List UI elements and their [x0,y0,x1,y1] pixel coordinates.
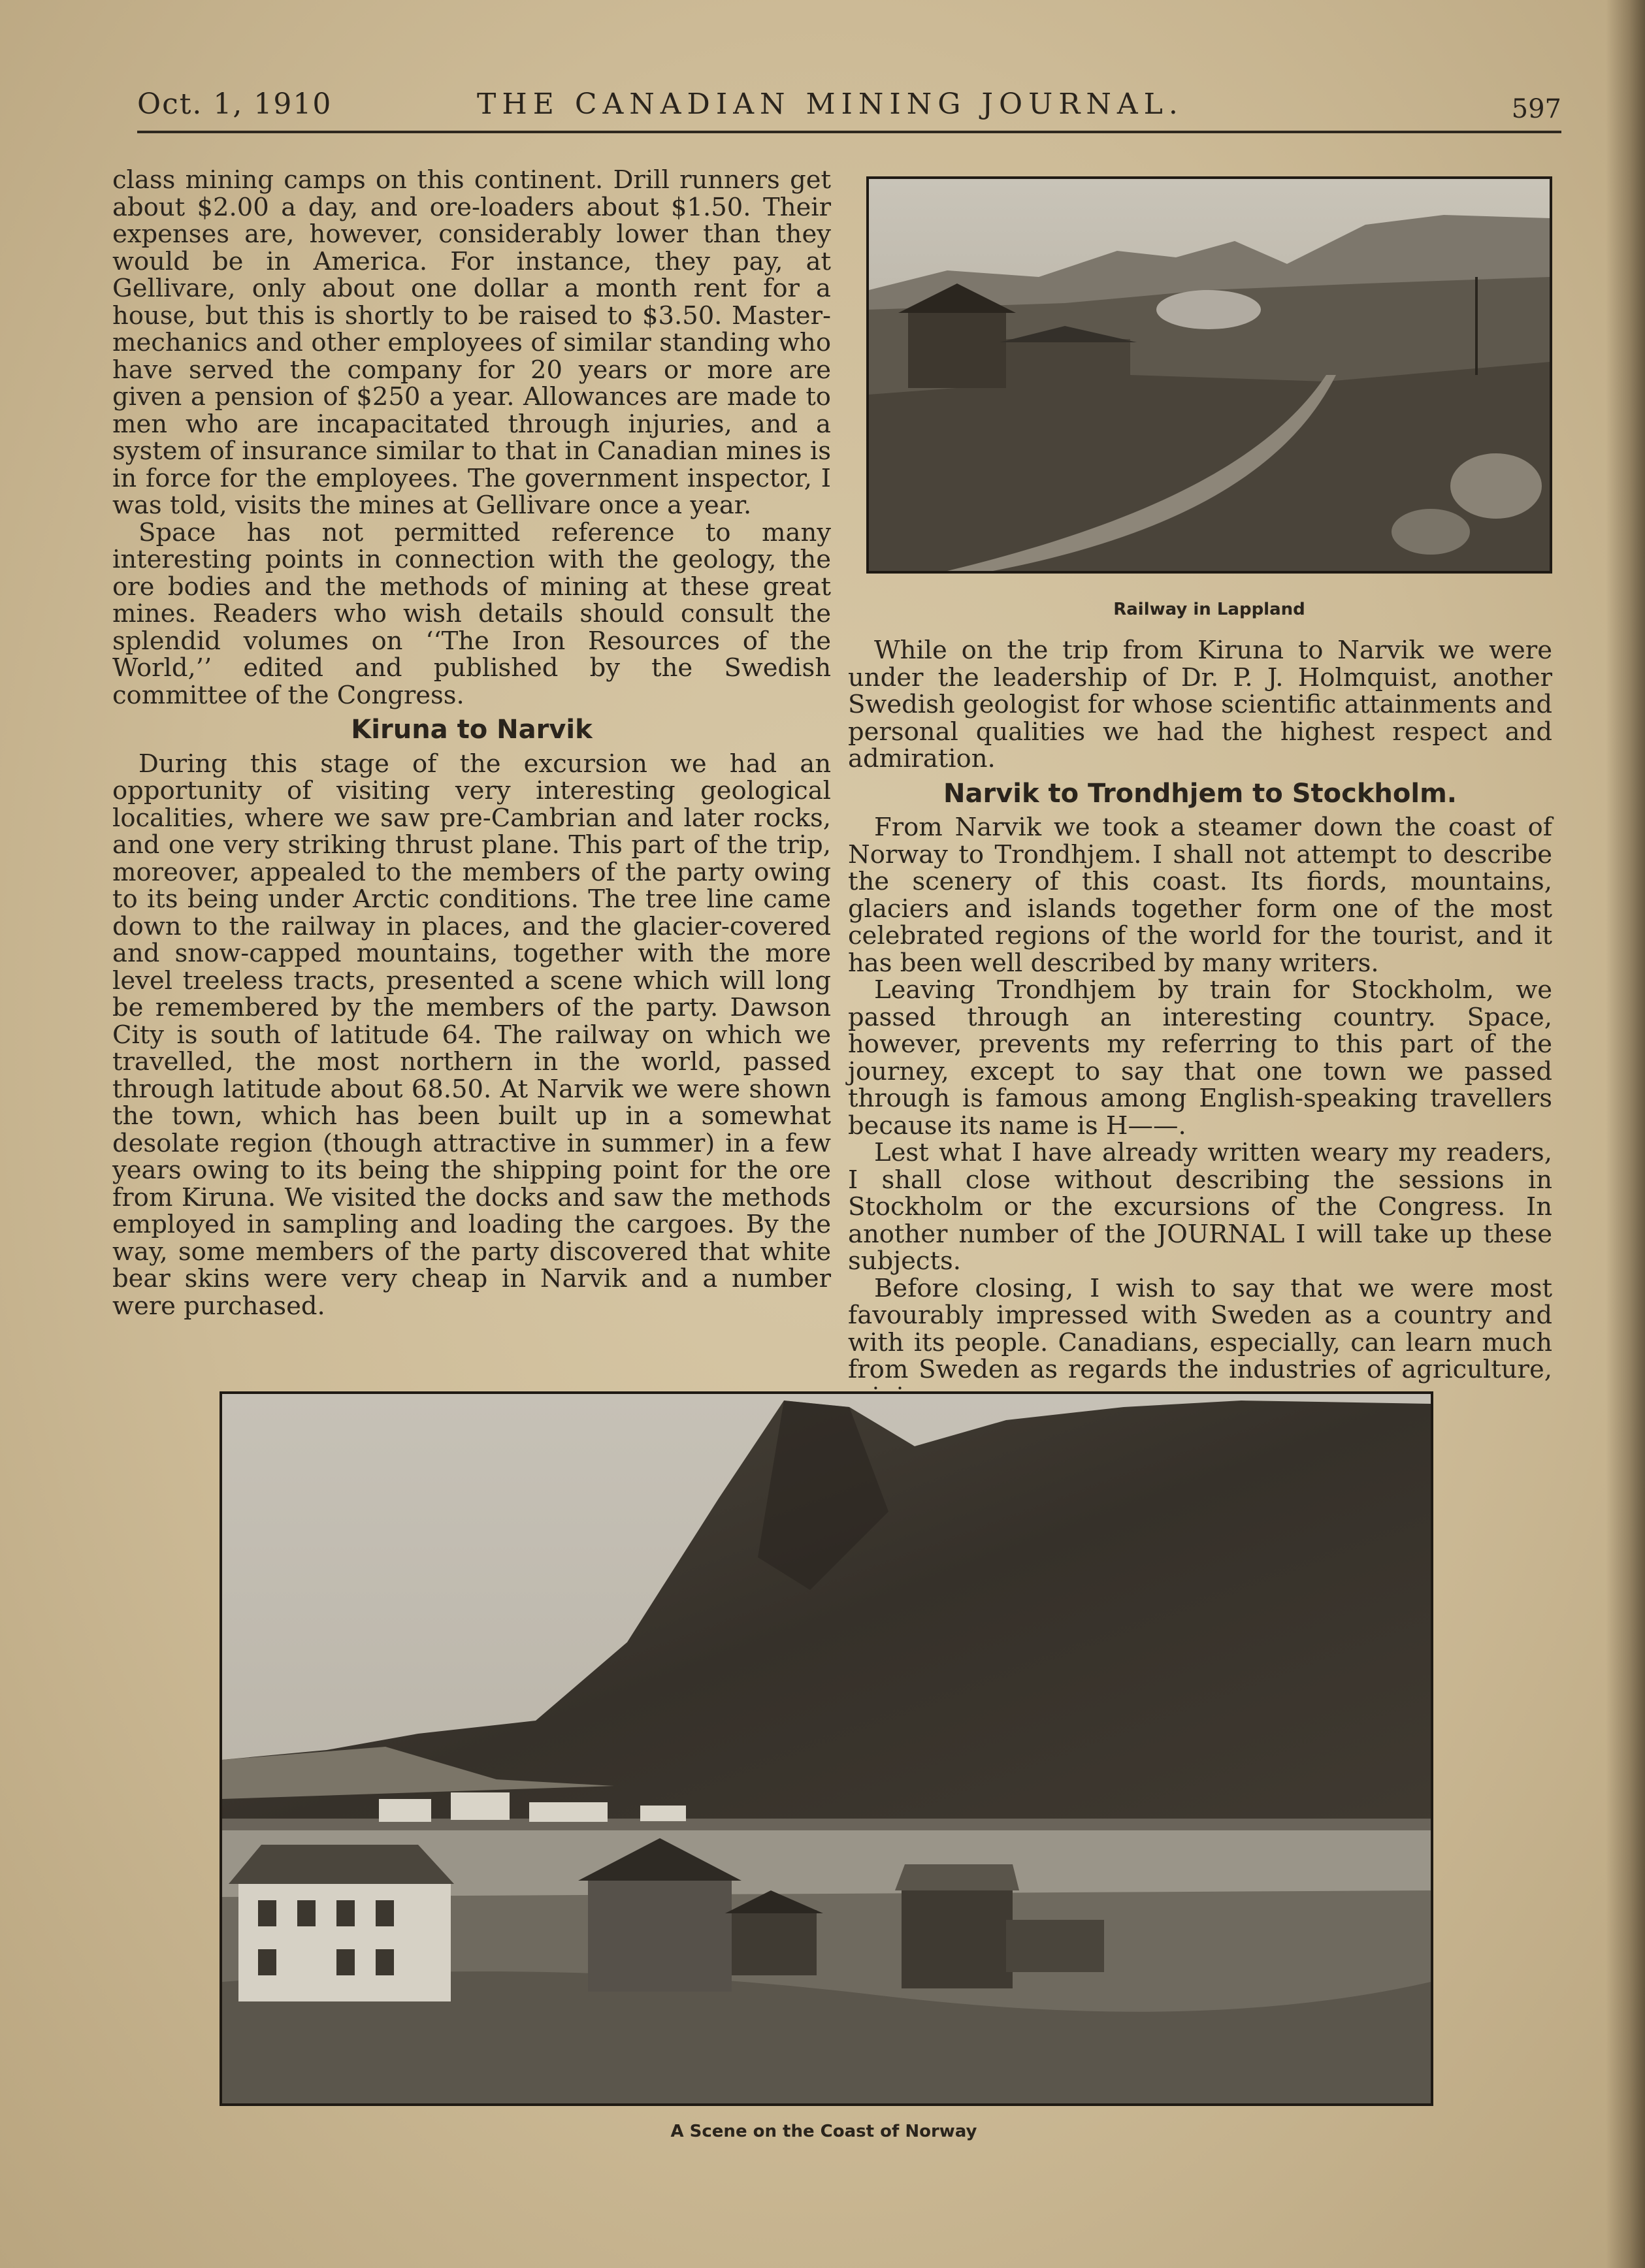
issue-date: Oct. 1, 1910 [137,88,333,121]
paragraph: While on the trip from Kiruna to Narvik we were under the leadership of Dr. P. J. Holmquist, another Swedish geologist for whose scientific attainments and personal qualities we had the highest respect and admiration. [848,636,1552,773]
norway-photo-image [222,1394,1431,2103]
norway-photo [220,1391,1433,2106]
running-header [137,85,1561,133]
journal-title: THE CANADIAN MINING JOURNAL. [477,88,1184,121]
paragraph: Lest what I have already written weary my readers, I shall close without describing the sessions in Stockholm or the excursions of the Congress. In another number of the JOURNAL I will take up these subjects. [848,1138,1552,1276]
section-heading-narvik: Narvik to Trondhjem to Stockholm. [943,778,1457,809]
paragraph: class mining camps on this continent. Drill runners get about $2.00 a day, and ore-loaders about $1.50. Their expenses are, however, considerably lower than they would be in America. For instance, they pay, at Gellivare, only about one dollar a month rent for a house, but this is shortly to be raised to $3.50. Master-mechanics and other employees of similar standing who have served the company for 20 years or more are given a pension of $250 a year. Allowances are made to men who are incapacitated through injuries, and a system of insurance similar to that in Canadian mines is in force for the employees. The government inspector, I was told, visits the mines at Gellivare once a year. [112,165,831,520]
paragraph: Leaving Trondhjem by train for Stockholm, we passed through an interesting country. Space, however, prevents my referring to this part of the journey, except to say that one town we passed through is famous among English-speaking travellers because its name is H——. [848,975,1552,1141]
paragraph: From Narvik we took a steamer down the coast of Norway to Trondhjem. I shall not attempt to describe the scenery of this coast. Its fiords, mountains, glaciers and islands together form one of the most celebrated regions of the world for the tourist, and it has been well described by many writers. [848,813,1552,978]
railway-photo [866,176,1552,574]
railway-caption: Railway in Lappland [1113,600,1305,619]
page-binding-shadow [1606,0,1645,2268]
section-heading-kiruna: Kiruna to Narvik [351,715,593,745]
paragraph: Space has not permitted reference to many interesting points in connection with the geology, the ore bodies and the methods of mining at these great mines. Readers who wish details should consult the splendid volumes on ‘‘The Iron Resources of the World,’’ edited and published by the Swedish committee of the Congress. [112,517,831,710]
paragraph: Before closing, I wish to say that we were most favourably impressed with Sweden as a country and with its people. Canadians, especially, can learn much from Sweden as regards the industries of agriculture, [848,1273,1552,1384]
railway-photo-image [869,179,1550,571]
paragraph: During this stage of the excursion we had an opportunity of visiting very interesting geological localities, where we saw pre-Cambrian and later rocks, and one very striking thrust plane. This part of the trip, moreover, appealed to the members of the party owing to its being under Arctic conditions. The tree line came down to the railway in places, and the glacier-covered and snow-capped mountains, together with the more level treeless tracts, presented a scene which will long be remembered by the members of the party. Dawson City is south of latitude 64. The railway on which we travelled, the most northern in the world, passed through latitude about 68.50. At Narvik we were shown the town, which has been built up in a somewhat desolate region (though attractive in summer) in a few years owing to its being the shipping point for the ore from Kiruna. We visited the docks and saw the methods employed in sampling and loading the cargoes. By the way, some members of the party discovered that white bear skins were very cheap in Narvik and a number were purchased. [112,749,831,1321]
page-number: 597 [1511,94,1561,124]
left-column [112,167,831,1320]
right-column [848,637,1552,1410]
norway-caption: A Scene on the Coast of Norway [670,2122,977,2141]
